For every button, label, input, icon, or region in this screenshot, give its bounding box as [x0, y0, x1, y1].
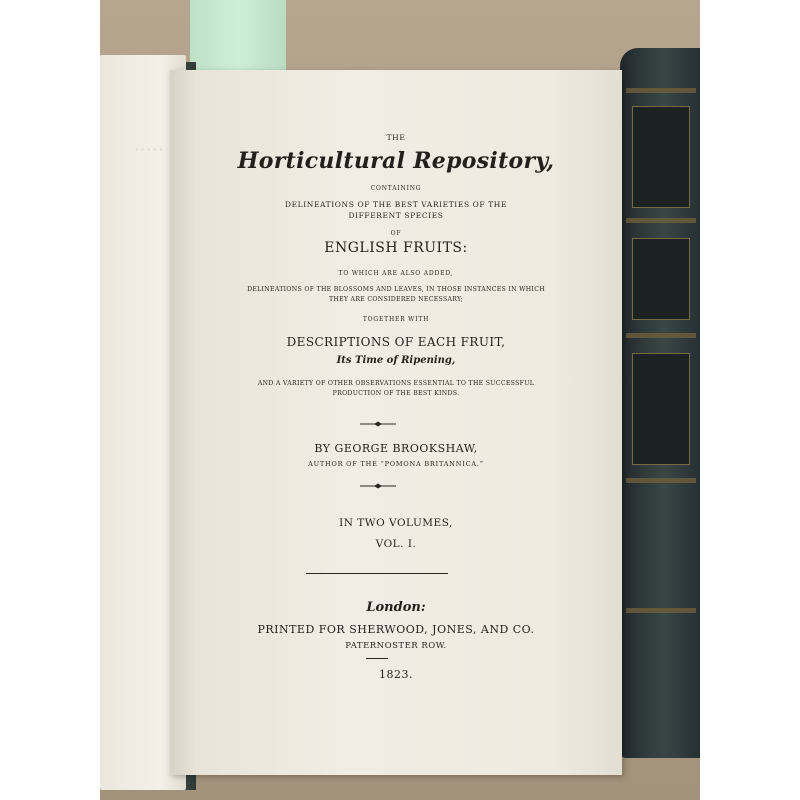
show-through-text: ·····	[134, 140, 165, 159]
printer-line: PRINTED FOR SHERWOOD, JONES, AND CO.	[257, 623, 535, 636]
descriptions-heading: DESCRIPTIONS OF EACH FRUIT,	[286, 335, 506, 349]
title-the: THE	[386, 133, 406, 142]
to-which-line: TO WHICH ARE ALSO ADDED,	[338, 270, 454, 277]
blossoms-line-2: THEY ARE CONSIDERED NECESSARY;	[328, 296, 464, 303]
delineations-line: DELINEATIONS OF THE BEST VARIETIES OF THE	[284, 200, 508, 209]
spine-band	[626, 218, 696, 223]
variety-line-2: PRODUCTION OF THE BEST KINDS.	[332, 390, 460, 397]
volumes-line: IN TWO VOLUMES,	[339, 517, 453, 529]
blossoms-line-1: DELINEATIONS OF THE BLOSSOMS AND LEAVES, IN THOSE INSTANCES IN WHICH	[247, 286, 545, 293]
ornament-divider	[360, 421, 396, 427]
author-line: BY GEORGE BROOKSHAW,	[314, 442, 478, 455]
spine-label	[632, 238, 690, 320]
short-rule	[366, 658, 388, 659]
spine-label	[632, 106, 690, 208]
subject-heading: ENGLISH FRUITS:	[324, 240, 468, 256]
author-of-line: AUTHOR OF THE “POMONA BRITANNICA.”	[308, 460, 484, 468]
spine-band	[626, 478, 696, 483]
containing-line: CONTAINING	[370, 185, 422, 192]
neighbouring-book-spine	[620, 48, 700, 758]
of-line: OF	[390, 230, 402, 237]
volume-number: VOL. I.	[375, 538, 417, 550]
horizontal-rule	[306, 573, 448, 574]
main-title: Horticultural Repository,	[237, 148, 555, 174]
title-page	[170, 70, 622, 775]
together-with-line: TOGETHER WITH	[362, 316, 430, 323]
variety-line-1: AND A VARIETY OF OTHER OBSERVATIONS ESSENTIAL TO THE SUCCESSFUL	[257, 380, 535, 387]
ripening-line: Its Time of Ripening,	[336, 355, 456, 366]
publication-year: 1823.	[379, 668, 413, 681]
ornament-divider	[360, 483, 396, 489]
spine-band	[626, 88, 696, 93]
address-line: PATERNOSTER ROW.	[345, 641, 447, 651]
spine-band	[626, 333, 696, 338]
spine-band	[626, 608, 696, 613]
different-species-line: DIFFERENT SPECIES	[348, 211, 444, 220]
spine-label	[632, 353, 690, 465]
green-bookmark	[190, 0, 286, 80]
place-of-publication: London:	[366, 600, 426, 615]
